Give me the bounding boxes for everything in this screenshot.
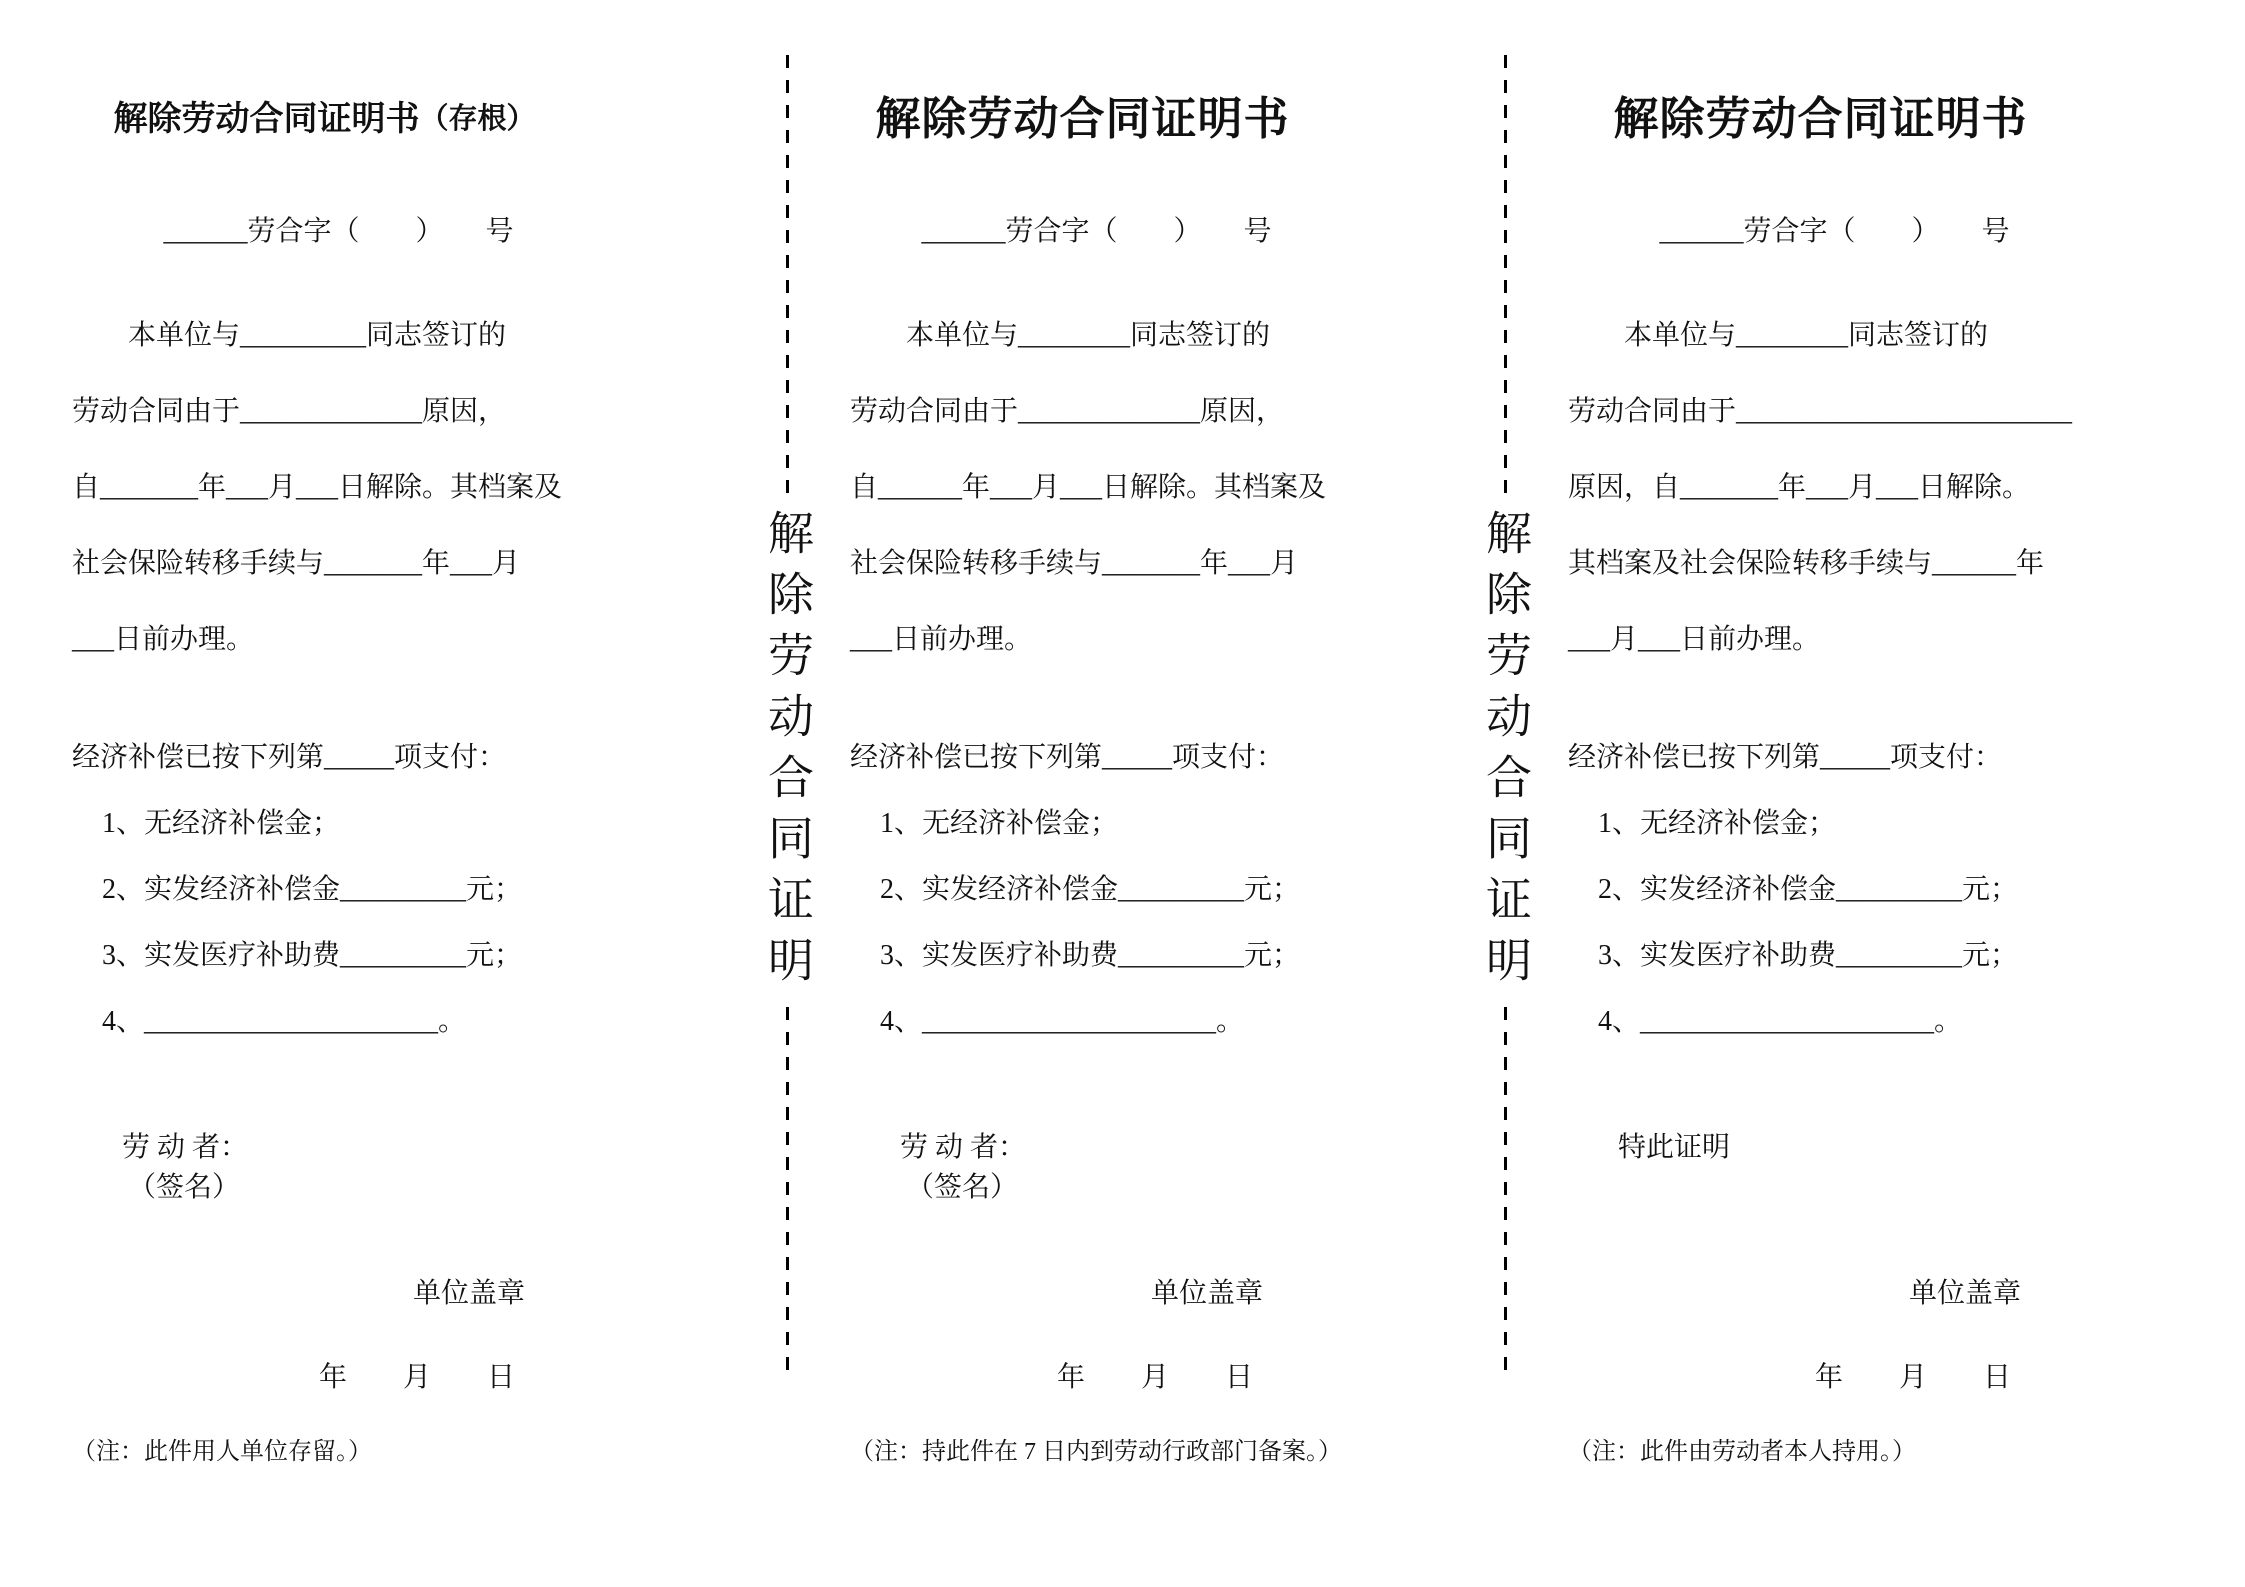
signature-hint: （签名） bbox=[906, 1172, 1019, 1203]
compensation-item: 1、无经济补偿金； bbox=[102, 808, 341, 839]
compensation-header: 经济补偿已按下列第_____项支付： bbox=[72, 742, 507, 773]
signature-hint bbox=[1568, 1171, 2073, 1207]
footnote: （注：此件用人单位存留。） bbox=[72, 1439, 372, 1465]
body-line: ___日前办理。 bbox=[72, 624, 255, 655]
body-line: ___日前办理。 bbox=[850, 624, 1033, 655]
body-line: 其档案及社会保险转移手续与______年 bbox=[1568, 548, 2045, 579]
body-line: 自______年___月___日解除。其档案及 bbox=[850, 472, 1327, 503]
body-line: 本单位与_________同志签订的 bbox=[128, 320, 507, 351]
dashed-cut-line bbox=[786, 55, 789, 495]
reference-number-line: ______劳合字（ ） 号 bbox=[921, 216, 1272, 247]
reference-number-line: ______劳合字（ ） 号 bbox=[163, 216, 514, 247]
perforation-divider bbox=[1475, 0, 1535, 1382]
form-title-text: 解除劳动合同证明书 bbox=[1613, 94, 2028, 145]
compensation-item: 1、无经济补偿金； bbox=[880, 808, 1119, 839]
compensation-item: 4、_____________________。 bbox=[102, 1006, 467, 1037]
body-line: 社会保险转移手续与_______年___月 bbox=[850, 548, 1299, 579]
divider-vertical-label: 解除劳动合同证明 bbox=[762, 509, 813, 997]
date-line: 年 月 日 bbox=[1056, 1362, 1253, 1393]
compensation-item: 3、实发医疗补助费_________元； bbox=[102, 940, 523, 971]
date-line: 年 月 日 bbox=[318, 1362, 515, 1393]
compensation-item: 3、实发医疗补助费_________元； bbox=[880, 940, 1301, 971]
compensation-item: 2、实发经济补偿金_________元； bbox=[880, 874, 1301, 905]
body-line: 原因，自_______年___月___日解除。 bbox=[1568, 472, 2031, 503]
dashed-cut-line bbox=[1504, 1007, 1507, 1382]
form-title bbox=[850, 75, 1315, 165]
reference-number-line: ______劳合字（ ） 号 bbox=[1659, 216, 2010, 247]
body-line: 劳动合同由于_____________原因， bbox=[850, 396, 1285, 427]
body-line: ___月___日前办理。 bbox=[1568, 624, 1821, 655]
form-panel-worker-copy bbox=[1568, 0, 2073, 1469]
dashed-cut-line bbox=[786, 1007, 789, 1382]
compensation-item: 2、实发经济补偿金_________元； bbox=[1598, 874, 2019, 905]
form-title-text: 解除劳动合同证明书 bbox=[113, 101, 420, 139]
worker-signature-label: 劳 动 者： bbox=[900, 1132, 1027, 1163]
body-line: 本单位与________同志签订的 bbox=[1624, 320, 1989, 351]
divider-vertical-label: 解除劳动合同证明 bbox=[1480, 509, 1531, 997]
body-line: 社会保险转移手续与_______年___月 bbox=[72, 548, 521, 579]
unit-seal-label: 单位盖章 bbox=[412, 1278, 525, 1309]
compensation-item: 3、实发医疗补助费_________元； bbox=[1598, 940, 2019, 971]
compensation-header: 经济补偿已按下列第_____项支付： bbox=[1568, 742, 2003, 773]
dashed-cut-line bbox=[1504, 55, 1507, 495]
signature-hint: （签名） bbox=[128, 1172, 241, 1203]
unit-seal-label: 单位盖章 bbox=[1908, 1278, 2021, 1309]
body-line: 本单位与________同志签订的 bbox=[906, 320, 1271, 351]
date-line: 年 月 日 bbox=[1814, 1362, 2011, 1393]
form-title-suffix: （存根） bbox=[419, 103, 536, 136]
footnote: （注：此件由劳动者本人持用。） bbox=[1568, 1439, 1916, 1465]
body-line: 劳动合同由于________________________ bbox=[1568, 396, 2073, 427]
compensation-item: 4、_____________________。 bbox=[880, 1006, 1245, 1037]
form-title-text: 解除劳动合同证明书 bbox=[875, 94, 1290, 145]
form-title bbox=[72, 75, 577, 165]
body-line: 劳动合同由于_____________原因， bbox=[72, 396, 507, 427]
form-panel-stub bbox=[72, 0, 577, 1469]
form-panel-filing-copy bbox=[850, 0, 1342, 1469]
certify-statement: 特此证明 bbox=[1618, 1132, 1731, 1163]
compensation-item: 4、_____________________。 bbox=[1598, 1006, 1963, 1037]
compensation-header: 经济补偿已按下列第_____项支付： bbox=[850, 742, 1285, 773]
compensation-item: 1、无经济补偿金； bbox=[1598, 808, 1837, 839]
footnote: （注：持此件在 7 日内到劳动行政部门备案。） bbox=[850, 1439, 1342, 1465]
unit-seal-label: 单位盖章 bbox=[1150, 1278, 1263, 1309]
perforation-divider bbox=[757, 0, 817, 1382]
body-line: 自_______年___月___日解除。其档案及 bbox=[72, 472, 563, 503]
worker-signature-label: 劳 动 者： bbox=[122, 1132, 249, 1163]
compensation-item: 2、实发经济补偿金_________元； bbox=[102, 874, 523, 905]
form-title bbox=[1568, 75, 2073, 165]
